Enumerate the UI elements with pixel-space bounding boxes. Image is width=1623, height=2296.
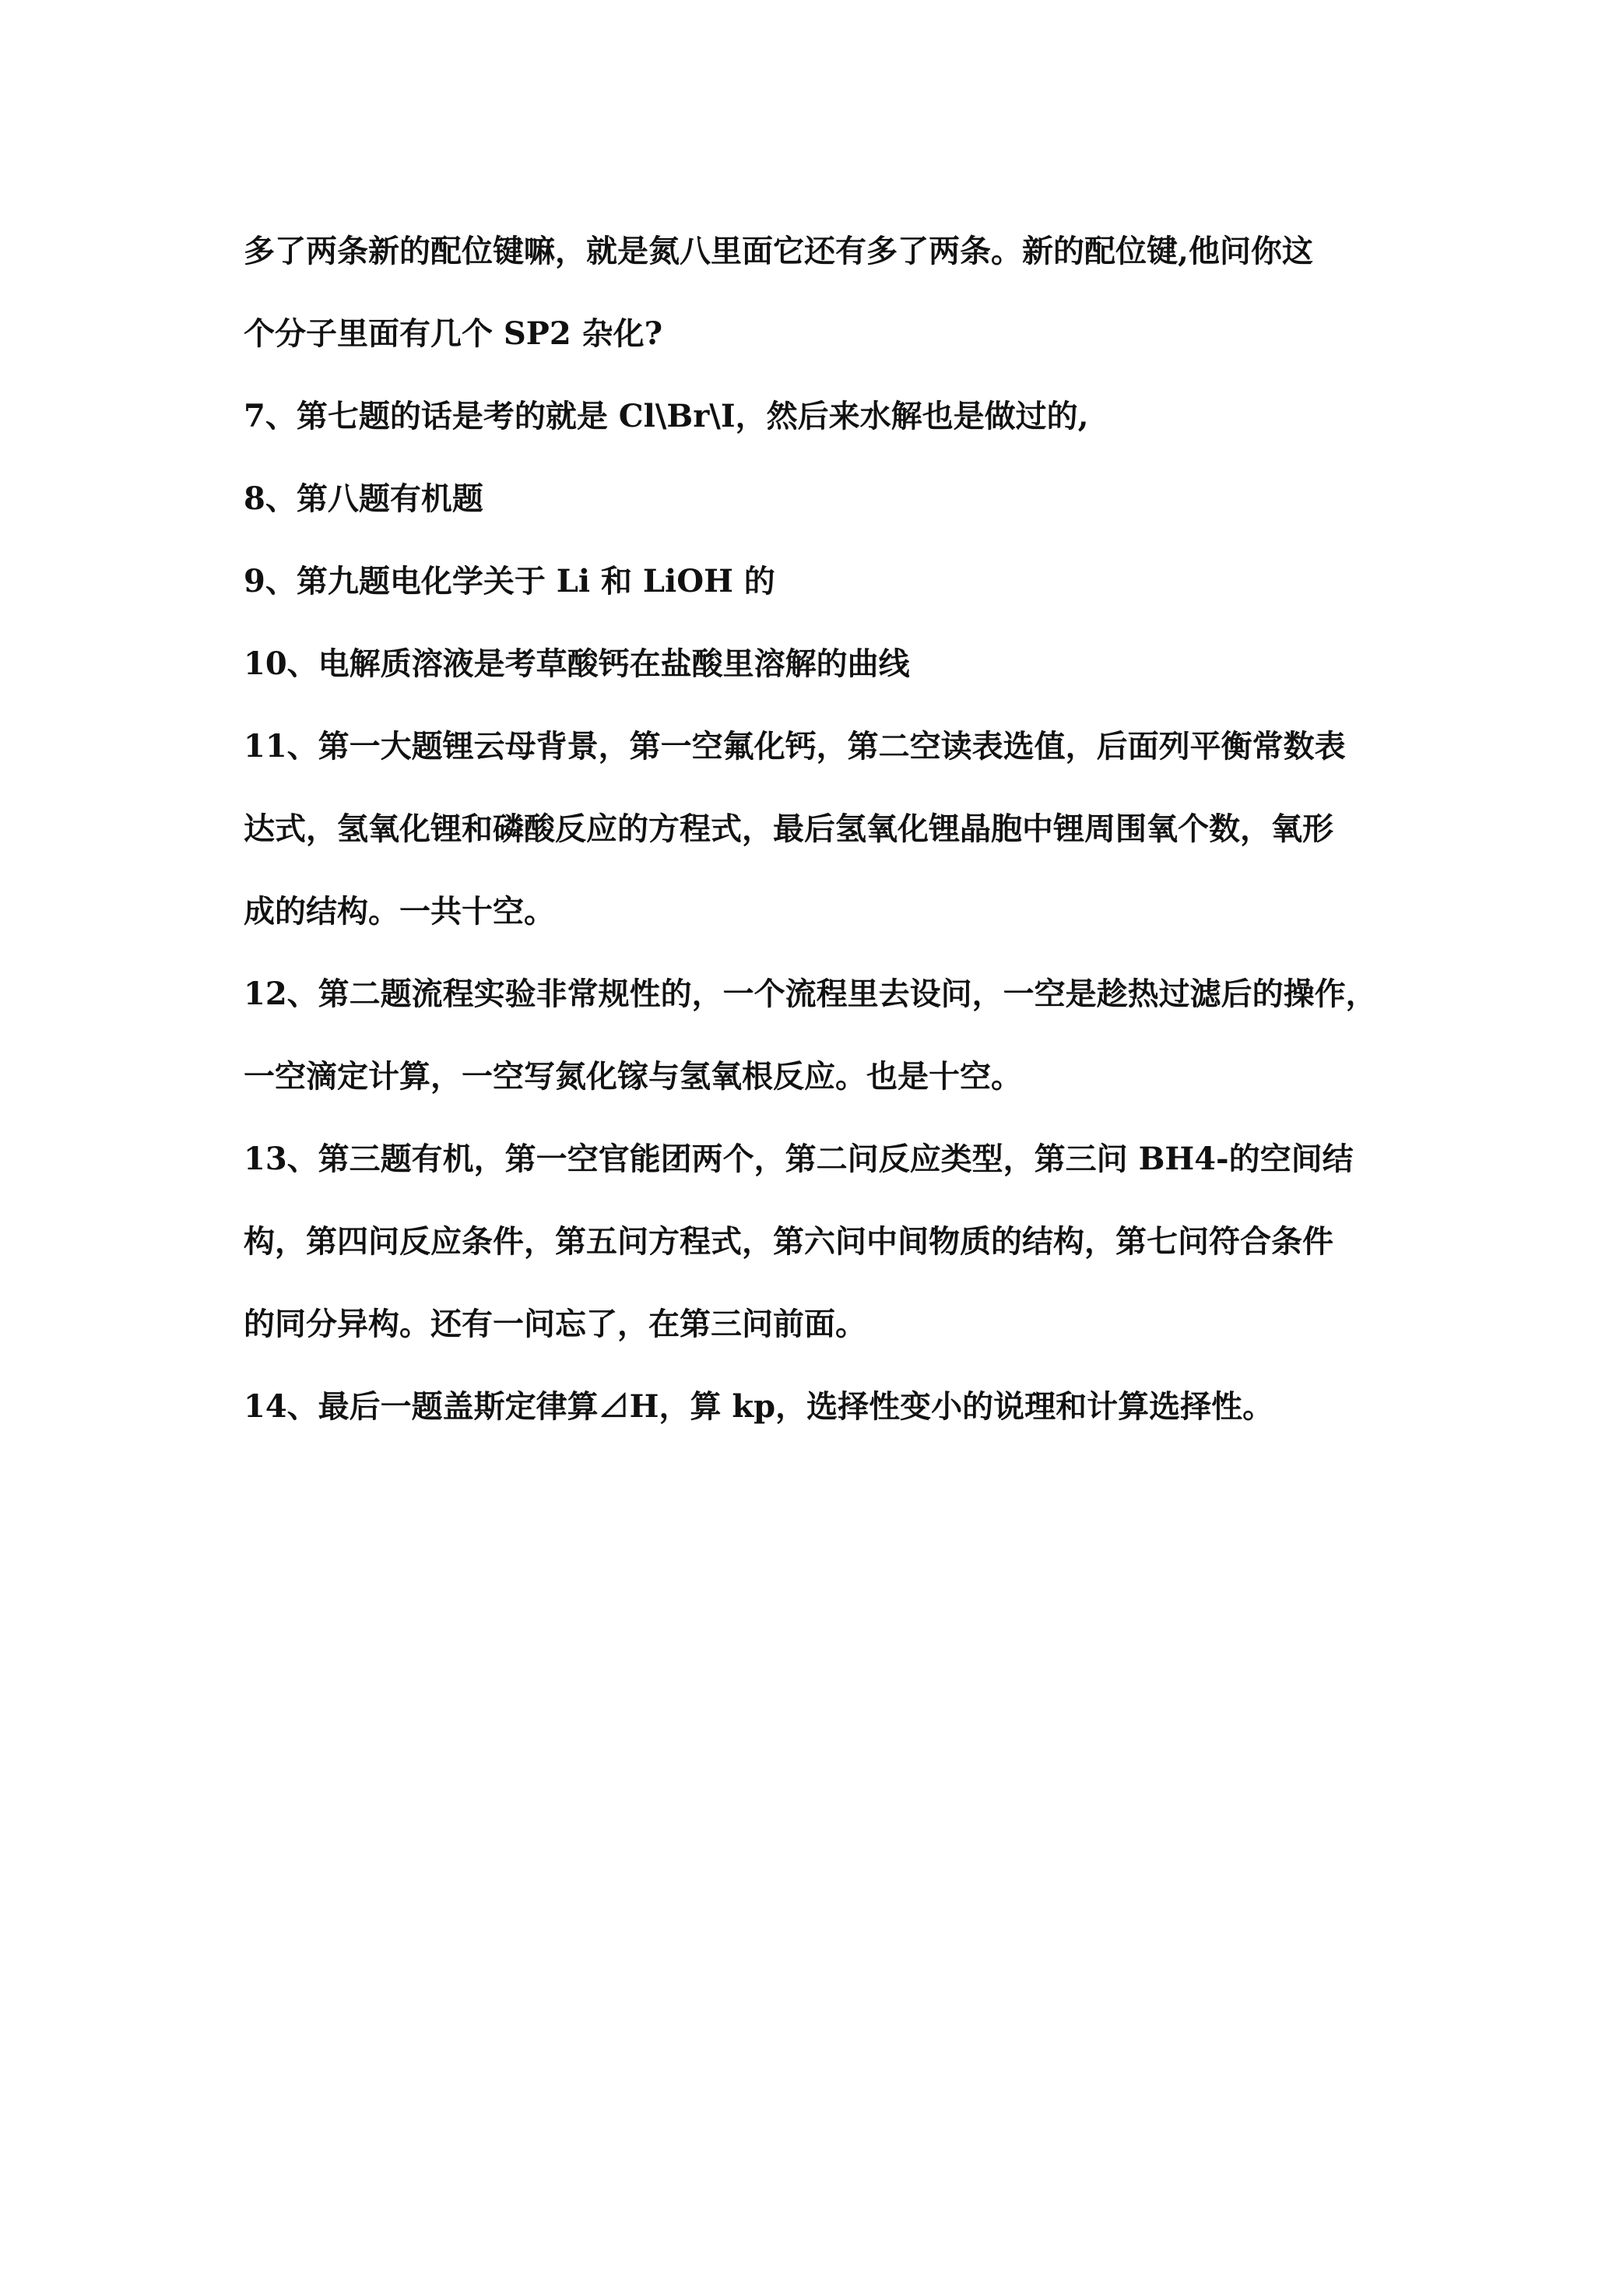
text-line: 8、第八题有机题: [244, 480, 483, 517]
text-line: 的同分异构。还有一问忘了，在第三问前面。: [244, 1306, 866, 1342]
text-line: 个分子里面有几个 SP2 杂化?: [244, 315, 663, 352]
text-line: 14、最后一题盖斯定律算⊿H，算 kp，选择性变小的说理和计算选择性。: [244, 1388, 1274, 1425]
text-line: 构，第四问反应条件，第五问方程式，第六问中间物质的结构，第七问符合条件: [244, 1223, 1333, 1260]
text-line: 成的结构。一共十空。: [244, 893, 555, 930]
document-body: [244, 210, 1392, 1448]
text-line: 12、第二题流程实验非常规性的，一个流程里去设问，一空是趁热过滤后的操作，: [244, 976, 1377, 1012]
text-line: 多了两条新的配位键嘛，就是氮八里面它还有多了两条。新的配位键,他问你这: [244, 233, 1313, 269]
text-line: 13、第三题有机，第一空官能团两个，第二问反应类型，第三问 BH4-的空间结: [244, 1141, 1354, 1177]
text-line: 7、第七题的话是考的就是 Cl\Br\I，然后来水解也是做过的,: [244, 398, 1089, 434]
text-line: 9、第九题电化学关于 Li 和 LiOH 的: [244, 563, 775, 599]
text-line: 达式，氢氧化锂和磷酸反应的方程式，最后氢氧化锂晶胞中锂周围氧个数，氧形: [244, 810, 1333, 847]
text-line: 一空滴定计算，一空写氮化镓与氢氧根反应。也是十空。: [244, 1058, 1022, 1095]
text-line: 11、第一大题锂云母背景，第一空氟化钙，第二空读表选值，后面列平衡常数表: [244, 728, 1346, 765]
text-line: 10、电解质溶液是考草酸钙在盐酸里溶解的曲线: [244, 645, 910, 682]
